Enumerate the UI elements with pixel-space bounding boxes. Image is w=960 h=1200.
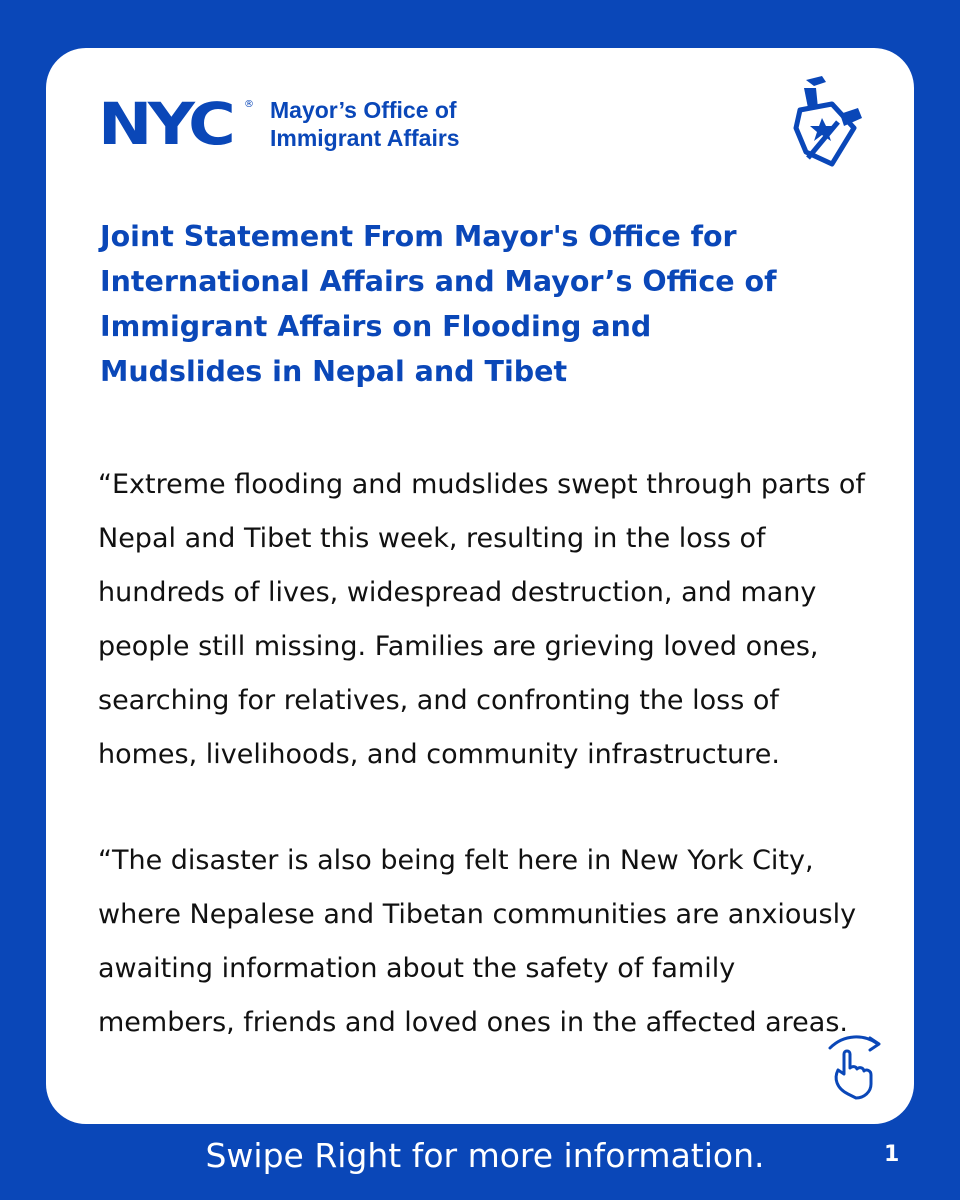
torch-shield-icon [792, 74, 866, 170]
registered-mark: ® [244, 99, 254, 110]
statement-paragraph-1: “Extreme flooding and mudslides swept through parts of Nepal and Tibet this week, resulting in the loss of hundreds of lives, widespread destruction, and many people still missing. Families are grieving loved ones, searching for relatives, and confronting the loss of homes, livelihoods, and community infrastructure. [98, 469, 865, 770]
statement-card [46, 48, 914, 1124]
statement-paragraph-2: “The disaster is also being felt here in New York City, where Nepalese and Tibetan communities are anxiously awaiting information about the safety of family members, friends and loved ones in the affected areas. [98, 845, 857, 1038]
page-number: 1 [884, 1142, 900, 1167]
office-name-line-1: Mayor’s Office of [270, 97, 457, 123]
office-name [270, 96, 460, 152]
nyc-wordmark: NYC [98, 90, 232, 158]
nyc-moia-logo [98, 90, 460, 158]
office-name-line-2: Immigrant Affairs [270, 125, 460, 151]
swipe-right-cta: Swipe Right for more information. [205, 1136, 765, 1175]
statement-headline: Joint Statement From Mayor's Office for International Affairs and Mayor’s Office of Immigrant Affairs on Flooding and Mudslides in Nepal and Tibet [100, 220, 777, 388]
swipe-hand-icon [826, 1030, 888, 1102]
